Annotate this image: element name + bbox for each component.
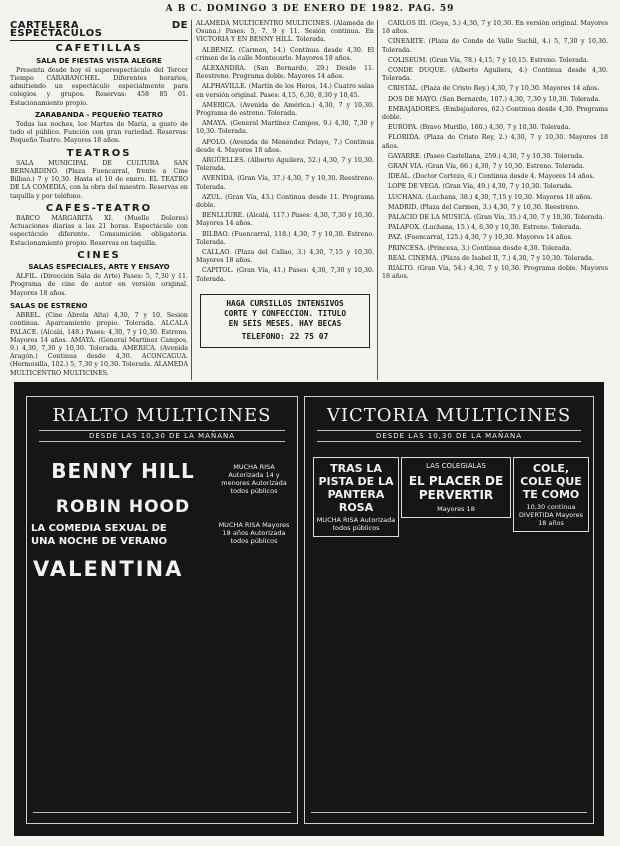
rialto-ad (26, 396, 298, 824)
listing-entry: AVENIDA. (Gran Vía, 37.) 4,30, 7 y 10,30. Reestreno. Tolerada. (196, 175, 374, 191)
film-title-line: UNA NOCHE DE VERANO (31, 536, 168, 547)
column-divider (191, 20, 192, 380)
ad-line: EN SEIS MESES. HAY BECAS (228, 318, 342, 328)
film-box (401, 457, 511, 518)
column-1 (10, 20, 188, 380)
listing-entry: CARLOS III. (Goya, 5.) 4,30, 7 y 10,30. En versión original. Mayores 18 años. (382, 20, 608, 36)
listings-columns (10, 20, 610, 380)
listing-entry: MADRID. (Plaza del Carmen, 3.) 4,30, 7 y 10,30. Reestreno. (388, 203, 580, 211)
listing-entry: AZUL. (Gran Vía, 43.) Continua desde 11. Programa doble. (196, 193, 374, 210)
film-subtitle: LAS COLEGIALAS (426, 462, 486, 470)
listing-entry: IDEAL. (Doctor Cortezo, 6.) Continua desde 4. Mayores 14 años. (388, 173, 595, 181)
section-subheading: SALAS ESPECIALES, ARTE Y ENSAYO (28, 263, 170, 272)
listing-text: ABREL. (Cine Ábrela Alta) 4,30, 7 y 10. Sesión continua. Aparcamiento propio. Tolerada. ALCALA PALACE. (Alcalá, 148.) Pases: 4,30, 7 y 10,30. Estreno. Mayores 14 años. AMAYA. (General Martínez Campos, 9.) 4,30, 7,30 y 10,30. Tolerada. AMERICA. (Avenida Aragón.) Continua desde 4,30. ACONCAGUA. (Hermosilla, 102.) 5, 7,30 y 10,30. Tolerada. ALAMEDA MULTICENTRO MULTICINES. (10, 312, 188, 377)
film-title: VALENTINA (33, 557, 184, 581)
listing-entry: REAL CINEMA. (Plaza de Isabel II, 7.) 4,30, 7 y 10,30. Tolerada. (388, 254, 594, 262)
listing-entry: GRAN VIA. (Gran Vía, 66.) 4,30, 7 y 10,30. Estreno. Tolerada. (388, 163, 585, 171)
section-subheading: SALAS DE ESTRENO (10, 301, 88, 310)
ad-border (33, 812, 291, 817)
film-title: EL PLACER DE PERVERTIR (408, 474, 504, 502)
page-header: A B C. DOMINGO 3 DE ENERO DE 1982. PAG. 59 (165, 4, 455, 14)
film-rating: MUCHA RISA Autorizada 14 y menores Autorizada todos públicos (221, 463, 287, 495)
listing-text: ALFIL. (Dirección Sala de Arte) Pases: 5, 7,30 y 11. Programa de cine de autor en versión original. Mayores 18 años. (10, 273, 188, 297)
listing-entry: RIALTO. (Gran Vía, 54.) 4,30, 7 y 10,30. Programa doble. Mayores 18 años. (382, 265, 608, 281)
film-title-line: LA COMEDIA SEXUAL DE (31, 523, 167, 534)
section-heading: CAFES-TEATRO (45, 202, 153, 214)
listing-entry: EUROPA. (Bravo Murillo, 160.) 4,30, 7 y 10,30. Tolerada. (388, 124, 571, 132)
listing-entry: FLORIDA. (Plaza de Cristo Rey, 2.) 4,30, 7 y 10,30. Mayores 18 años. (382, 134, 608, 150)
listing-entry: CALLAO. (Plaza del Callao, 3.) 4,30, 7,15 y 10,30. Mayores 18 años. (196, 249, 374, 265)
listing-text: Presenta desde hoy el superespectáculo del Tercer Tiempo CARABANCHEL. Diferentes horarios, admitiendo un espectáculo especialmente para colegios y grupos. Reservas: 458 85 01. Estacionamiento propio. (10, 66, 188, 107)
listing-entry: CRISTAL. (Plaza de Cristo Rey.) 4,30, 7 y 10,30. Mayores 14 años. (388, 85, 600, 93)
section-subheading: SALA DE FIESTAS VISTA ALEGRE (36, 56, 162, 65)
section-heading: TEATROS (66, 147, 132, 159)
listing-text: SALA MUNICIPAL DE CULTURA SAN BERNARDINO. (Plaza Fuencarral, frente a Cine Bilbao.) 7 y 10,30. Hasta el 10 de enero. EL TEATRO DE LA COMEDIA, con la obra del maestro. Reservas en taquilla y por teléfono. (10, 159, 188, 200)
section-heading: CAFETILLAS (55, 43, 143, 55)
film-box (513, 457, 589, 532)
section-heading: CINES (77, 249, 121, 261)
listing-entry: ALPHAVILLE. (Martín de los Heros, 14.) Cuatro salas en versión original. Pases: 4,15, 6,30, 8,30 y 10,45. (196, 83, 374, 99)
ad-subtitle: DESDE LAS 10,30 DE LA MAÑANA (317, 430, 581, 442)
listing-entry: ARGÜELLES. (Alberto Aguilera, 52.) 4,30, 7 y 10,30. Tolerada. (196, 157, 374, 173)
film-box (313, 457, 399, 537)
column-divider (377, 20, 378, 380)
film-title: BENNY HILL (51, 459, 195, 483)
listing-entry: COLISEUM. (Gran Vía, 78.) 4,15, 7 y 10,15. Estreno. Tolerada. (388, 56, 589, 64)
listing-entry: GAYARRE. (Paseo Castellana, 259.) 4,30, 7 y 10,30. Tolerada. (388, 152, 585, 160)
film-rating: 10,30 continua DIVERTIDA Mayores 18 años (518, 503, 584, 527)
listing-entry: PALAFOX. (Luchana, 15.) 4, 6,30 y 10,30. Estreno. Tolerada. (388, 224, 582, 232)
ad-border (311, 812, 587, 817)
film-title: TRAS LA PISTA DE LA PANTERA ROSA (318, 462, 394, 514)
listing-entry: CAPITOL. (Gran Vía, 41.) Pases: 4,30, 7,30 y 10,30. Tolerada. (196, 267, 374, 283)
ad-title: RIALTO MULTICINES (52, 405, 272, 426)
cinema-ads-panel (14, 382, 604, 836)
ad-line: CORTE Y CONFECCION. TITULO (223, 308, 347, 318)
listing-entry: LUCHANA. (Luchana, 38.) 4,30, 7,15 y 10,30. Mayores 18 años. (388, 193, 593, 201)
listing-entry: AMERICA. (Avenida de América.) 4,30, 7 y 10,30. Programa de estreno. Tolerada. (196, 101, 374, 118)
section-subheading: ZARABANDA - PEQUEÑO TEATRO (34, 110, 164, 119)
film-rating: Mayores 18 (437, 505, 475, 513)
listing-entry: BENLLIURE. (Alcalá, 117.) Pases: 4,30, 7,30 y 10,30. Mayores 14 años. (196, 212, 374, 228)
film-title: ROBIN HOOD (55, 497, 191, 517)
listing-entry: AMAYA. (General Martínez Campos, 9.) 4,30, 7,30 y 10,30. Tolerada. (196, 120, 374, 136)
column-3 (382, 20, 608, 380)
listing-entry: CINEARTE. (Plaza de Conde de Valle Suchil, 4.) 5, 7,30 y 10,30. Tolerada. (382, 38, 608, 54)
cartelera-title: CARTELERA DE ESPECTACULOS (10, 22, 188, 41)
listing-entry: APOLO. (Avenida de Menéndez Pelayo, 7.) Continua desde 4. Mayores 18 años. (196, 138, 374, 154)
listing-entry: PALACIO DE LA MUSICA. (Gran Vía, 35.) 4,30, 7 y 10,30. Tolerada. (388, 214, 605, 222)
ad-line: HAGA CURSILLOS INTENSIVOS (226, 298, 344, 308)
listing-text: BARCO MARGARITA XI. (Muelle Dolores) Actuaciones diarias a las 21 horas. Espectáculo con espectáculo diferente. Consumición obligatoria. Estacionamiento propio. Reservas en taquilla. (10, 215, 188, 247)
listing-entry: ALEXANDRA. (San Bernardo, 29.) Desde 11. Reestreno. Programa doble. Mayores 14 años. (196, 65, 374, 81)
listing-entry: ALBÉNIZ. (Carmen, 14.) Continua desde 4,30. El crimen de la calle Montecarlo. Mayores 18 años. (196, 46, 374, 62)
column-2 (196, 20, 374, 380)
listing-entry: ALAMEDA MULTICENTRO MULTICINES. (Alameda de Osuna.) Pases: 5, 7, 9 y 11. Sesión continua. En VICTORIA Y EN BENNY HILL. Tolerada. (196, 20, 374, 44)
listing-entry: EMBAJADORES. (Embajadores, 62.) Continua desde 4,30. Programa doble. (382, 105, 608, 122)
film-rating: MUCHA RISA Autorizada todos públicos (316, 516, 396, 532)
listing-entry: LOPE DE VEGA. (Gran Vía, 49.) 4,30, 7 y 10,30. Tolerada. (388, 183, 574, 191)
victoria-ad (304, 396, 594, 824)
listing-entry: PRINCESA. (Princesa, 3.) Continua desde 4,30. Tolerada. (388, 244, 572, 252)
listing-entry: PAZ. (Fuencarral, 125.) 4,30, 7 y 10,30. Mayores 14 años. (388, 234, 573, 242)
film-rating: MUCHA RISA Mayores 18 años Autorizada todos públicos (218, 521, 290, 545)
ad-title: VICTORIA MULTICINES (326, 405, 572, 426)
listing-entry: CONDE DUQUE. (Alberto Aguilera, 4.) Continua desde 4,30. Tolerada. (382, 67, 608, 83)
film-title: COLE, COLE QUE TE COMO (520, 462, 582, 501)
listing-entry: BILBAO. (Fuencarral, 118.) 4,30, 7 y 10,30. Estreno. Tolerada. (196, 230, 374, 246)
ad-subtitle: DESDE LAS 10,30 DE LA MAÑANA (39, 430, 285, 442)
ad-phone: TELEFONO: 22 75 07 (241, 331, 329, 341)
listing-text: Todas las noches, los Martes de María, a gusto de todo el público. Función con gran variedad. Reservas: Pequeño Teatro. Mayores 18 años. (10, 121, 188, 145)
classified-ad-box (200, 294, 370, 348)
film-title (31, 522, 293, 548)
listing-entry: DOS DE MAYO. (San Bernardo, 107.) 4,30, 7,30 y 10,30. Tolerada. (388, 95, 601, 103)
